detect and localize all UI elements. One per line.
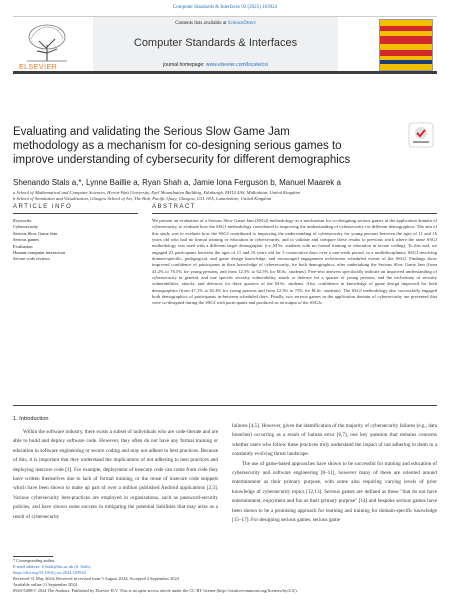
introduction-right-column (232, 422, 437, 525)
affiliation-b: b School of Simulation and Visualisation, Glasgow School of Art, The Hub, Pacific Quay, Glasgow, G51 1EA, Lanarkshire, United Kingdom (13, 196, 272, 201)
license-line[interactable]: 0920-5489/© 2024 The Authors. Published by Elsevier B.V. This is an open access article under the CC BY license (http://creativecommons.org/licenses/by/4.0/). (13, 588, 298, 593)
homepage-link[interactable]: www.elsevier.com/locate/csi (205, 62, 268, 68)
keyword-item: Evaluation (13, 243, 33, 249)
available-online: Available online 11 September 2024 (13, 582, 77, 587)
author-list[interactable]: Shenando Stals a,*, Lynne Baillie a, Ryan Shah a, Jamie Iona Ferguson b, Manuel Maarek a (13, 178, 341, 187)
footnote-block (13, 558, 437, 594)
keyword-item: Serious games (13, 237, 40, 243)
article-info-heading: ARTICLE INFO (13, 204, 73, 210)
intro-paragraph: Within the software industry, there exists a subset of individuals who are code-literate and are able to build and deploy software code. However, they often do not have any formal training or education in software engineering or secure coding and may not adhere to best practices. Because of this, it is important that they understand the implications of not adhering to best practices and deploying insecure code [1]. For example, deployment of insecure code can come from code they have written themselves due to lack of formal training, or the reuse of insecure code snippets which have been shown to make up part of over a million published Android applications [2,3]. Various cybersecurity best-practices are employed in organisations, such as password-security policies, and have shown some success in mitigating the potential liabilities that may arise as a result of cybersecurity (13, 429, 218, 520)
journal-cover-image (379, 19, 433, 71)
homepage-prefix: journal homepage: (163, 62, 206, 68)
keyword-item: Serious Slow Game Jam (13, 230, 58, 236)
email-line[interactable]: E-mail address: S.Stals@hw.ac.uk (S. Stals). (13, 564, 92, 569)
intro-paragraph: failures [4,5]. However, given the identification of the majority of cybersecurity failures (e.g., data breaches) occurring as a result of human error [6,7], one key question that remains concerns whether users who follow these practices truly understand the impact of not adhering to them in a constantly evolving threat landscape. (232, 423, 437, 458)
publisher-name: ELSEVIER (19, 64, 58, 71)
check-for-updates-icon[interactable] (408, 122, 434, 148)
intro-paragraph: The use of game-based approaches have shown to be successful for training and education of cybersecurity and software engineering [8–11], however many of these are oriented around entertainment as their primary purpose, with some also requiring varying levels of prior knowledge of cybersecurity topics [12,13]. Serious games are defined as those "that do not have entertainment, enjoyment and fun as their primary purpose" [14] and bespoke serious games have been shown to be a promising approach for learning and training for domain-specific knowledge [15–17]. For designing serious games, serious game (232, 460, 437, 524)
abstract-heading: ABSTRACT (152, 204, 197, 210)
abstract-rule (152, 213, 437, 214)
article-title: Evaluating and validating the Serious Slow Game Jam methodology as a mechanism for co-designing serious games to improve understanding of cybersecurity for different demographics (13, 126, 351, 166)
abstract-text: We present an evaluation of a Serious Slow Game Jam (SSGJ) methodology as a mechanism for co-designing serious games in the application domain of cybersecurity, to evaluate how the SSGJ methodology contributed to improving the understanding of cybersecurity for different demographics. The aim of this study was to evaluate how the SSGJ contributed to improving the understanding of cybersecurity for young persons between the ages of 11 and 16 years old who had no formal training or education in cybersecurity, and to validate and compare these results to previous work where the same SSGJ methodology was used with a different target demographic (i.e.,M.Sc. students with no formal training or education in secure coding). To this end, we engaged 23 participants between the ages of 11 and 16 years old for 5 consecutive days over a one-week period, in a multidisciplinary SSGJ involving domain-specific, pedagogical, and game design knowledge, and encouraged engagement in-between scheduled events of the SSGJ. Findings show improved confidence of participants in their knowledge of cybersecurity, for both demographics, after undertaking the Serious Slow Game Jam (from 41.2% to 76.5% for young persons, and from 12.5% to 62.5% for M.Sc. students). Free-text answers specifically indicate an improved understanding of cybersecurity in general, and one specific security vulnerability, attack or defence for a quarter of young persons, and the trichotomy of security vulnerabilities, attacks, and defences for three quarters of the M.Sc. students. Also, confidence in knowledge of game design improved for both demographics (from 47.1% to 82.4% for young persons and from 12.5% to 75% for M.Sc. students). The SSGJ methodology also successfully engaged both demographics of participants in-between scheduled days. Finally, two serious games in the application domain of cybersecurity are presented that were co-designed during the SSGJ with participants and produced as an output of the SSGJs. (152, 218, 437, 306)
keywords-label: Keywords: (13, 218, 33, 223)
doi-link[interactable]: https://doi.org/10.1016/j.csi.2024.103924 (13, 570, 86, 575)
received-dates: Received 31 May 2024; Received in revised form 5 August 2024; Accepted 2 September 2024 (13, 576, 179, 581)
keyword-item: Human-computer interaction (13, 250, 66, 256)
corresponding-author-note: * Corresponding author. (13, 558, 56, 563)
header-center-panel (93, 17, 338, 71)
footnote-rule (13, 556, 53, 557)
sciencedirect-link[interactable]: ScienceDirect (227, 21, 256, 26)
keyword-item: Secure code reviews (13, 256, 50, 262)
homepage-line (93, 62, 338, 68)
contents-prefix: Contents lists available at (175, 21, 228, 26)
contents-line (93, 21, 338, 26)
affiliation-a: a School of Mathematical and Computer Sciences, Heriot-Watt University, Earl Mountbatten Building, Edinburgh, EH14 4AS, Midlothian, United Kingdom (13, 190, 300, 195)
introduction-left-column (13, 428, 218, 522)
keywords-block (13, 218, 133, 263)
keyword-item: Cybersecurity (13, 224, 39, 230)
elsevier-tree-logo (17, 21, 77, 69)
journal-name: Computer Standards & Interfaces (133, 37, 298, 49)
body-rule (13, 405, 437, 406)
article-info-rule (13, 213, 138, 214)
introduction-heading: 1. Introduction (13, 416, 49, 422)
journal-reference[interactable]: Computer Standards & Interfaces 92 (2025) 103924 (172, 5, 278, 10)
journal-header (13, 16, 437, 74)
